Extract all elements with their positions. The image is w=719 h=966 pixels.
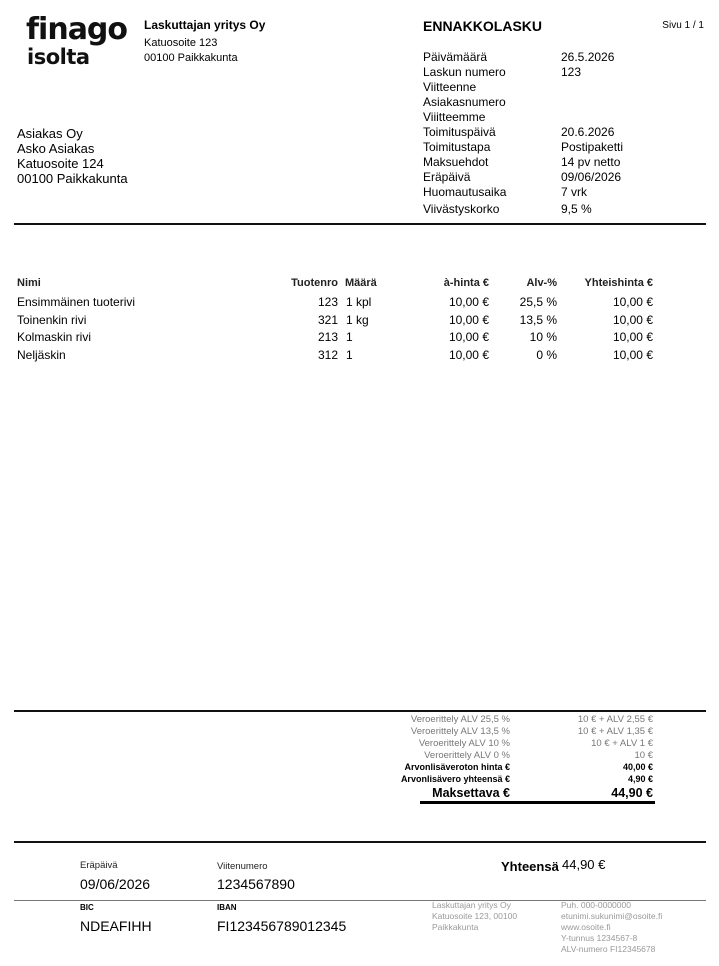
meta-row bbox=[423, 65, 683, 80]
customer-contact: Asko Asiakas bbox=[17, 141, 95, 156]
footer-company-city: Paikkakunta bbox=[432, 922, 479, 932]
slip-iban-value: FI123456789012345 bbox=[217, 918, 347, 934]
footer-website: www.osoite.fi bbox=[561, 922, 611, 932]
meta-label: Toimitustapa bbox=[423, 140, 491, 154]
vat-breakdown-label: Veroerittely ALV 10 % bbox=[418, 738, 510, 749]
slip-total-value: 44,90 € bbox=[562, 857, 606, 872]
slip-bic-value: NDEAFIHH bbox=[80, 918, 152, 934]
header-name: Nimi bbox=[17, 277, 41, 289]
meta-label: Viiitteemme bbox=[423, 110, 486, 124]
customer-company: Asiakas Oy bbox=[17, 126, 83, 141]
item-vat: 0 % bbox=[536, 348, 557, 363]
meta-row bbox=[423, 185, 683, 200]
item-unit-price: 10,00 € bbox=[448, 312, 489, 327]
item-quantity: 1 kg bbox=[346, 312, 369, 327]
item-name: Ensimmäinen tuoterivi bbox=[17, 295, 136, 309]
slip-due-label: Eräpäivä bbox=[80, 860, 118, 871]
customer-address bbox=[17, 126, 128, 186]
item-unit-price: 10,00 € bbox=[448, 295, 489, 309]
item-total: 10,00 € bbox=[612, 295, 653, 309]
slip-total-label: Yhteensä bbox=[501, 859, 559, 874]
customer-city: 00100 Paikkakunta bbox=[17, 171, 128, 186]
header-vat: Alv-% bbox=[526, 277, 557, 289]
item-total: 10,00 € bbox=[612, 348, 653, 363]
meta-value: Postipaketti bbox=[561, 140, 624, 154]
meta-row bbox=[423, 95, 683, 110]
meta-label: Viivästyskorko bbox=[423, 202, 500, 216]
meta-value: 20.6.2026 bbox=[561, 125, 615, 139]
vat-breakdown-value: 10 € + ALV 1 € bbox=[591, 738, 653, 749]
meta-label: Asiakasnumero bbox=[423, 95, 506, 109]
item-quantity: 1 bbox=[346, 348, 353, 363]
meta-row bbox=[423, 170, 683, 185]
vat-breakdown-row bbox=[380, 726, 655, 738]
meta-row bbox=[423, 140, 683, 155]
customer-street: Katuosoite 124 bbox=[17, 156, 104, 171]
vat-breakdown-row bbox=[380, 738, 655, 750]
footer-email: etunimi.sukunimi@osoite.fi bbox=[561, 911, 663, 921]
payable-underline bbox=[420, 801, 655, 804]
meta-label: Toimituspäivä bbox=[423, 125, 496, 139]
logo-line-1: finago bbox=[26, 12, 128, 47]
vat-breakdown-row bbox=[380, 750, 655, 762]
footer-vat-number: ALV-numero FI12345678 bbox=[561, 944, 656, 954]
meta-label: Päivämäärä bbox=[423, 50, 488, 64]
invoice-meta bbox=[423, 50, 683, 217]
table-row bbox=[17, 295, 657, 313]
item-name: Toinenkin rivi bbox=[17, 312, 87, 327]
slip-top-divider bbox=[14, 841, 706, 843]
net-total-row bbox=[380, 762, 655, 774]
vat-total-row bbox=[380, 774, 655, 786]
meta-row bbox=[423, 125, 683, 140]
footer-company-street: Katuosoite 123, 00100 bbox=[432, 911, 518, 921]
vat-breakdown-value: 10 € + ALV 2,55 € bbox=[577, 714, 653, 725]
logo-line-2: isolta bbox=[27, 45, 90, 69]
meta-value: 7 vrk bbox=[561, 185, 588, 199]
sender-name: Laskuttajan yritys Oy bbox=[144, 18, 266, 32]
item-unit-price: 10,00 € bbox=[448, 348, 489, 363]
item-quantity: 1 kpl bbox=[346, 295, 372, 309]
document-title: ENNAKKOLASKU bbox=[423, 18, 542, 34]
meta-row bbox=[423, 110, 683, 125]
meta-value: 9,5 % bbox=[561, 202, 592, 216]
payable-value: 44,90 € bbox=[611, 786, 653, 800]
meta-value: 09/06/2026 bbox=[561, 170, 622, 184]
meta-row bbox=[423, 202, 683, 217]
vat-total-value: 4,90 € bbox=[627, 774, 653, 784]
sender-address-line-1: Katuosoite 123 bbox=[144, 37, 218, 49]
item-total: 10,00 € bbox=[612, 330, 653, 345]
meta-row bbox=[423, 155, 683, 170]
item-product-no: 321 bbox=[317, 312, 338, 327]
item-vat: 13,5 % bbox=[519, 312, 557, 327]
vat-breakdown-value: 10 € + ALV 1,35 € bbox=[577, 726, 653, 737]
item-product-no: 123 bbox=[317, 295, 338, 309]
vat-breakdown-value: 10 € bbox=[634, 750, 653, 761]
item-unit-price: 10,00 € bbox=[448, 330, 489, 345]
meta-value: 26.5.2026 bbox=[561, 50, 615, 64]
payable-label: Maksettava € bbox=[432, 786, 510, 800]
item-vat: 25,5 % bbox=[519, 295, 557, 309]
meta-label: Huomautusaika bbox=[423, 185, 507, 199]
item-name: Neljäskin bbox=[17, 348, 66, 363]
page-number: Sivu 1 / 1 bbox=[662, 20, 704, 31]
table-row bbox=[17, 348, 657, 366]
table-row bbox=[17, 330, 657, 348]
vat-breakdown-label: Veroerittely ALV 25,5 % bbox=[410, 714, 510, 725]
meta-row bbox=[423, 80, 683, 95]
slip-due-value: 09/06/2026 bbox=[80, 876, 151, 892]
item-vat: 10 % bbox=[529, 330, 557, 345]
header-total: Yhteishinta € bbox=[584, 277, 653, 289]
vat-breakdown-label: Veroerittely ALV 13,5 % bbox=[410, 726, 510, 737]
meta-label: Maksuehdot bbox=[423, 155, 489, 169]
footer-phone: Puh. 000-0000000 bbox=[561, 900, 631, 910]
vat-total-label: Arvonlisävero yhteensä € bbox=[400, 774, 510, 784]
item-quantity: 1 bbox=[346, 330, 353, 345]
payable-row bbox=[380, 786, 655, 802]
footer-business-id: Y-tunnus 1234567-8 bbox=[561, 933, 638, 943]
totals-summary bbox=[380, 714, 655, 802]
item-product-no: 213 bbox=[317, 330, 338, 345]
vat-breakdown-label: Veroerittely ALV 0 % bbox=[424, 750, 510, 761]
slip-reference-value: 1234567890 bbox=[217, 876, 295, 892]
item-total: 10,00 € bbox=[612, 312, 653, 327]
meta-value: 14 pv netto bbox=[561, 155, 621, 169]
meta-row bbox=[423, 50, 683, 65]
table-row bbox=[17, 313, 657, 331]
net-total-value: 40,00 € bbox=[622, 762, 653, 772]
header-product-no: Tuotenro bbox=[291, 277, 338, 289]
vat-breakdown-row bbox=[380, 714, 655, 726]
item-name: Kolmaskin rivi bbox=[17, 330, 92, 345]
items-table bbox=[17, 277, 657, 366]
footer-contact-info bbox=[561, 900, 662, 955]
header-unit-price: à-hinta € bbox=[443, 277, 489, 289]
totals-divider bbox=[14, 710, 706, 712]
meta-label: Eräpäivä bbox=[423, 170, 471, 184]
header-quantity: Määrä bbox=[345, 277, 377, 289]
item-product-no: 312 bbox=[317, 348, 338, 363]
slip-bic-label: BIC bbox=[80, 903, 94, 912]
sender-address-line-2: 00100 Paikkakunta bbox=[144, 52, 238, 64]
footer-company-info bbox=[432, 900, 517, 933]
meta-label: Laskun numero bbox=[423, 65, 506, 79]
footer-company-name: Laskuttajan yritys Oy bbox=[432, 900, 511, 910]
meta-label: Viitteenne bbox=[423, 80, 477, 94]
header-divider bbox=[14, 223, 706, 225]
net-total-label: Arvonlisäveroton hinta € bbox=[404, 762, 510, 772]
meta-value: 123 bbox=[561, 65, 582, 79]
slip-reference-label: Viitenumero bbox=[217, 861, 268, 872]
items-header bbox=[17, 277, 657, 295]
slip-iban-label: IBAN bbox=[217, 903, 237, 912]
